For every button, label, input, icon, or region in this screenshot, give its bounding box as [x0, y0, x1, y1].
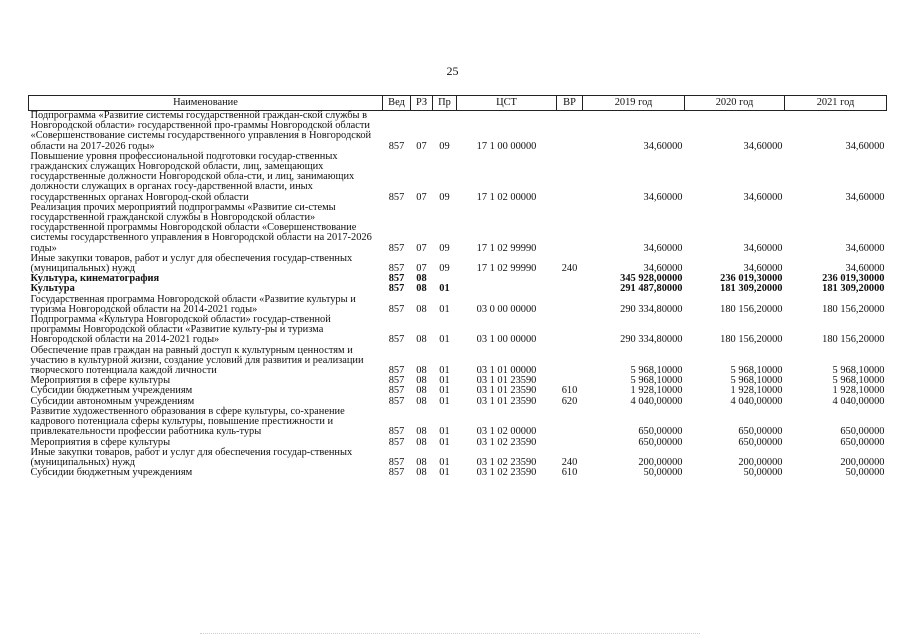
- header-rz: РЗ: [411, 96, 433, 111]
- header-vr: ВР: [557, 96, 583, 111]
- page-number: 25: [446, 64, 459, 78]
- row-vr: [557, 295, 583, 315]
- row-pr: 09: [439, 191, 450, 203]
- row-value-2020: 180 156,20000: [720, 303, 783, 315]
- row-value-2020: 181 309,20000: [720, 283, 783, 295]
- row-rz: 08: [416, 303, 427, 315]
- row-value-2019: 34,60000: [643, 140, 683, 152]
- table-row: [29, 468, 887, 478]
- row-ved: 857: [388, 426, 405, 438]
- row-value-2020: 5 968,10000: [730, 375, 783, 387]
- row-value-2020: 34,60000: [743, 242, 783, 254]
- row-pr: 01: [439, 456, 450, 468]
- row-rz: 08: [416, 283, 427, 295]
- budget-table: [28, 95, 887, 478]
- row-name: Культура, кинематография: [30, 273, 160, 285]
- row-pr: 01: [439, 283, 450, 295]
- row-value-2021: 200,00000: [840, 456, 885, 468]
- row-value-2020: 5 968,10000: [730, 365, 783, 377]
- row-rz: 07: [416, 140, 427, 152]
- row-value-2021: 34,60000: [845, 191, 885, 203]
- row-ved: 857: [388, 303, 405, 315]
- row-ved: 857: [388, 334, 405, 346]
- row-vr: 620: [561, 395, 578, 407]
- row-value-2021: 236 019,30000: [822, 273, 885, 285]
- row-vr: [557, 346, 583, 377]
- row-name: Культура: [30, 283, 75, 295]
- row-value-2019: 200,00000: [638, 456, 683, 468]
- row-name: Мероприятия в сфере культуры: [30, 436, 171, 448]
- table-row: [29, 295, 887, 315]
- row-value-2019: 5 968,10000: [630, 375, 683, 387]
- row-value-2020: 34,60000: [743, 140, 783, 152]
- row-cst: 03 1 01 00000: [476, 365, 537, 377]
- row-value-2020: 200,00000: [738, 456, 783, 468]
- row-vr: [557, 315, 583, 346]
- row-ved: 857: [388, 385, 405, 397]
- row-cst: 17 1 02 00000: [476, 191, 537, 203]
- row-rz: 08: [416, 334, 427, 346]
- row-rz: 08: [416, 273, 427, 285]
- row-pr: 01: [439, 436, 450, 448]
- row-value-2019: 34,60000: [643, 263, 683, 275]
- row-rz: 08: [416, 385, 427, 397]
- row-value-2020: 650,00000: [738, 436, 783, 448]
- table-row: [29, 448, 887, 468]
- row-ved: 857: [388, 140, 405, 152]
- row-name: Мероприятия в сфере культуры: [30, 375, 171, 387]
- row-cst: 03 1 02 23590: [476, 456, 537, 468]
- row-vr: [557, 111, 583, 152]
- row-vr: [557, 438, 583, 448]
- row-value-2021: 34,60000: [845, 140, 885, 152]
- row-name: Государственная программа Новгородской области «Развитие культуры и туризма Новгородской области на 2014-2021 годы»: [30, 293, 356, 315]
- row-value-2021: 181 309,20000: [822, 283, 885, 295]
- row-name: Развитие художественного образования в сфере культуры, со-хранение кадрового потенциала сферы культуры, повышение престижности и привлекательности профессии работника куль-туры: [30, 405, 345, 438]
- row-value-2021: 4 040,00000: [832, 395, 885, 407]
- row-name: Субсидии автономным учреждениям: [30, 395, 195, 407]
- row-rz: 08: [416, 395, 427, 407]
- row-cst: 03 1 02 23590: [476, 467, 537, 479]
- row-value-2021: 50,00000: [845, 467, 885, 479]
- row-value-2019: 650,00000: [638, 436, 683, 448]
- row-value-2020: 1 928,10000: [730, 385, 783, 397]
- row-vr: [557, 407, 583, 438]
- table-row: [29, 407, 887, 438]
- row-value-2021: 180 156,20000: [822, 303, 885, 315]
- row-cst: 03 1 01 23590: [476, 385, 537, 397]
- row-ved: 857: [388, 375, 405, 387]
- row-name: Субсидии бюджетным учреждениям: [30, 385, 193, 397]
- row-value-2020: 4 040,00000: [730, 395, 783, 407]
- row-value-2019: 345 928,00000: [620, 273, 683, 285]
- table-row: [29, 203, 887, 254]
- row-name: Подпрограмма «Развитие системы государственной граждан-ской службы в Новгородской области» государственной про-граммы Новгородской области «Совершенствование системы государственного управления в Новгородской области на 2017-2026 годы»: [30, 110, 372, 152]
- row-vr: [557, 203, 583, 254]
- row-ved: 857: [388, 263, 405, 275]
- row-rz: 08: [416, 365, 427, 377]
- row-name: Субсидии бюджетным учреждениям: [30, 467, 193, 479]
- row-value-2020: 650,00000: [738, 426, 783, 438]
- row-vr: [557, 152, 583, 203]
- header-2020: 2020 год: [685, 96, 785, 111]
- row-pr: 09: [439, 242, 450, 254]
- row-vr: 610: [561, 385, 578, 397]
- row-value-2021: 180 156,20000: [822, 334, 885, 346]
- row-ved: 857: [388, 242, 405, 254]
- row-name: Иные закупки товаров, работ и услуг для обеспечения государ-ственных (муниципальных) нужд: [30, 446, 353, 468]
- row-name: Обеспечение прав граждан на равный доступ к культурным ценностям и участию в культурной жизни, создание условий для развития и реализации творческого потенциала каждой личности: [30, 344, 364, 377]
- row-value-2019: 50,00000: [643, 467, 683, 479]
- row-cst: [457, 274, 557, 284]
- table-row: [29, 111, 887, 152]
- row-value-2019: 5 968,10000: [630, 365, 683, 377]
- row-pr: 01: [439, 395, 450, 407]
- table-row: [29, 152, 887, 203]
- row-pr: 01: [439, 365, 450, 377]
- row-ved: 857: [388, 365, 405, 377]
- row-rz: 07: [416, 191, 427, 203]
- row-value-2019: 4 040,00000: [630, 395, 683, 407]
- row-cst: 03 1 02 23590: [476, 436, 537, 448]
- row-rz: 08: [416, 456, 427, 468]
- row-value-2019: 34,60000: [643, 191, 683, 203]
- row-ved: 857: [388, 191, 405, 203]
- row-cst: 17 1 02 99990: [476, 263, 537, 275]
- row-pr: 09: [439, 263, 450, 275]
- row-value-2020: 34,60000: [743, 263, 783, 275]
- row-value-2021: 34,60000: [845, 263, 885, 275]
- row-cst: 17 1 02 99990: [476, 242, 537, 254]
- row-rz: 07: [416, 263, 427, 275]
- header-ved: Вед: [383, 96, 411, 111]
- row-value-2019: 290 334,80000: [620, 303, 683, 315]
- row-value-2019: 290 334,80000: [620, 334, 683, 346]
- row-pr: 01: [439, 385, 450, 397]
- row-name: Иные закупки товаров, работ и услуг для обеспечения государ-ственных (муниципальных) нужд: [30, 252, 353, 275]
- row-cst: 03 1 01 23590: [476, 395, 537, 407]
- row-value-2021: 650,00000: [840, 426, 885, 438]
- header-pr: Пр: [433, 96, 457, 111]
- table-body: [29, 111, 887, 479]
- scan-artifact-line: [200, 633, 700, 635]
- row-value-2019: 34,60000: [643, 242, 683, 254]
- row-value-2021: 5 968,10000: [832, 375, 885, 387]
- header-cst: ЦСТ: [457, 96, 557, 111]
- row-pr: 01: [439, 426, 450, 438]
- row-pr: 01: [439, 375, 450, 387]
- row-value-2020: 50,00000: [743, 467, 783, 479]
- header-name: Наименование: [29, 96, 383, 111]
- row-ved: 857: [388, 456, 405, 468]
- row-cst: 17 1 00 00000: [476, 140, 537, 152]
- table-header-row: [29, 96, 887, 111]
- row-value-2020: 236 019,30000: [720, 273, 783, 285]
- row-rz: 08: [416, 426, 427, 438]
- row-name: Подпрограмма «Культура Новгородской области» государ-ственной программы Новгородской области «Развитие культу-ры и туризма Новгородской области на 2014-2021 годы»: [30, 314, 331, 346]
- row-value-2019: 1 928,10000: [630, 385, 683, 397]
- table-row: [29, 346, 887, 377]
- row-cst: 03 1 02 00000: [476, 426, 537, 438]
- row-cst: 03 1 00 00000: [476, 334, 537, 346]
- row-ved: 857: [388, 395, 405, 407]
- row-rz: 08: [416, 375, 427, 387]
- row-value-2020: 180 156,20000: [720, 334, 783, 346]
- row-value-2019: 291 487,80000: [620, 283, 683, 295]
- row-vr: 240: [561, 263, 578, 275]
- row-pr: 01: [439, 467, 450, 479]
- row-value-2019: 650,00000: [638, 426, 683, 438]
- row-rz: 07: [416, 242, 427, 254]
- row-ved: 857: [388, 283, 405, 295]
- row-pr: 09: [439, 140, 450, 152]
- table-row: [29, 315, 887, 346]
- row-rz: 08: [416, 436, 427, 448]
- row-value-2020: 34,60000: [743, 191, 783, 203]
- row-value-2021: 650,00000: [840, 436, 885, 448]
- row-ved: 857: [388, 467, 405, 479]
- header-2021: 2021 год: [785, 96, 887, 111]
- row-ved: 857: [388, 436, 405, 448]
- header-2019: 2019 год: [583, 96, 685, 111]
- row-pr: 01: [439, 334, 450, 346]
- row-vr: [557, 274, 583, 284]
- row-value-2021: 34,60000: [845, 242, 885, 254]
- row-cst: 03 0 00 00000: [476, 303, 537, 315]
- row-rz: 08: [416, 467, 427, 479]
- row-ved: 857: [388, 273, 405, 285]
- row-name: Реализация прочих мероприятий подпрограммы «Развитие си-стемы государственной гражданской службы в Новгородской области» государственной программы Новгородской области «Совершенствование системы государственного управления в Новгородской области на 2017-2026 годы»: [30, 201, 372, 254]
- row-vr: 240: [561, 456, 578, 468]
- row-value-2021: 1 928,10000: [832, 385, 885, 397]
- row-cst: [457, 284, 557, 294]
- row-value-2021: 5 968,10000: [832, 365, 885, 377]
- row-pr: 01: [439, 303, 450, 315]
- row-vr: 610: [561, 467, 578, 479]
- row-vr: [557, 284, 583, 294]
- row-cst: 03 1 01 23590: [476, 375, 537, 387]
- row-name: Повышение уровня профессиональной подготовки государ-ственных гражданских служащих Новгородской области, лиц, замещающих государственные должности Новгородской обла-сти, и лиц, занимающих должности служащих в органах госу-дарственной власти, иных государственных органах Новгород-ской области: [30, 150, 355, 203]
- table-row: [29, 254, 887, 274]
